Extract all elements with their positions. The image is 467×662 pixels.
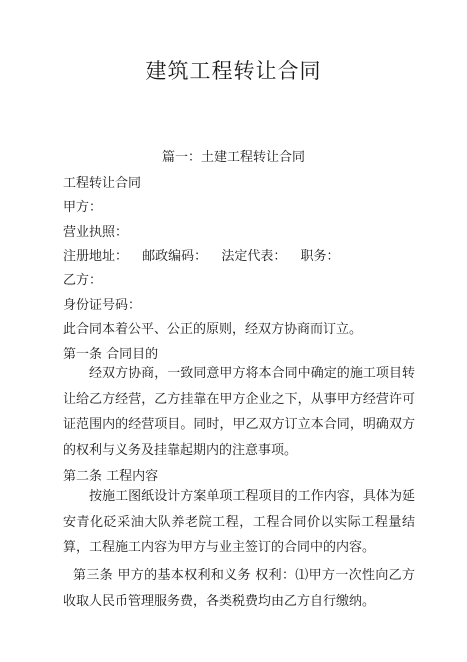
business-license-label: 营业执照： [63,225,129,240]
address-label: 注册地址： [63,249,129,264]
party-a-label: 甲方： [63,200,103,215]
position-label: 职务： [300,249,340,264]
legal-rep-label: 法定代表： [221,249,287,264]
article-3-body: 第三条 甲方的基本权利和义务 权利：⑴甲方一次性向乙方收取人民币管理服务费，各类税费均由乙方自行缴纳。 [63,568,415,609]
document-title: 建筑工程转让合同 [145,59,322,83]
article-2-heading: 第二条 工程内容 [63,469,159,484]
contract-heading: 工程转让合同 [63,176,142,191]
registration-row [63,245,349,264]
document-subtitle: 篇一：土建工程转让合同 [161,150,305,165]
id-number-label: 身份证号码： [63,298,142,313]
party-b-label: 乙方： [63,273,103,288]
article-2-body: 按施工图纸设计方案单项工程项目的工作内容，具体为延安青化砭采油大队养老院工程，工程合同价以实际工程量结算，工程施工内容为甲方与业主签订的合同中的内容。 [63,489,415,555]
postcode-label: 邮政编码： [142,249,208,264]
article-1-heading: 第一条 合同目的 [63,347,159,362]
article-1-body: 经双方协商，一致同意甲方将本合同中确定的施工项目转让给乙方经营，乙方挂靠在甲方企业之下，从事甲方经营许可证范围内的经营项目。同时，甲乙双方订立本合同，明确双方的权利与义务及挂靠起期内的注意事项。 [63,366,415,458]
preamble-text: 此合同本着公平、公正的原则，经双方协商而订立。 [63,322,363,337]
